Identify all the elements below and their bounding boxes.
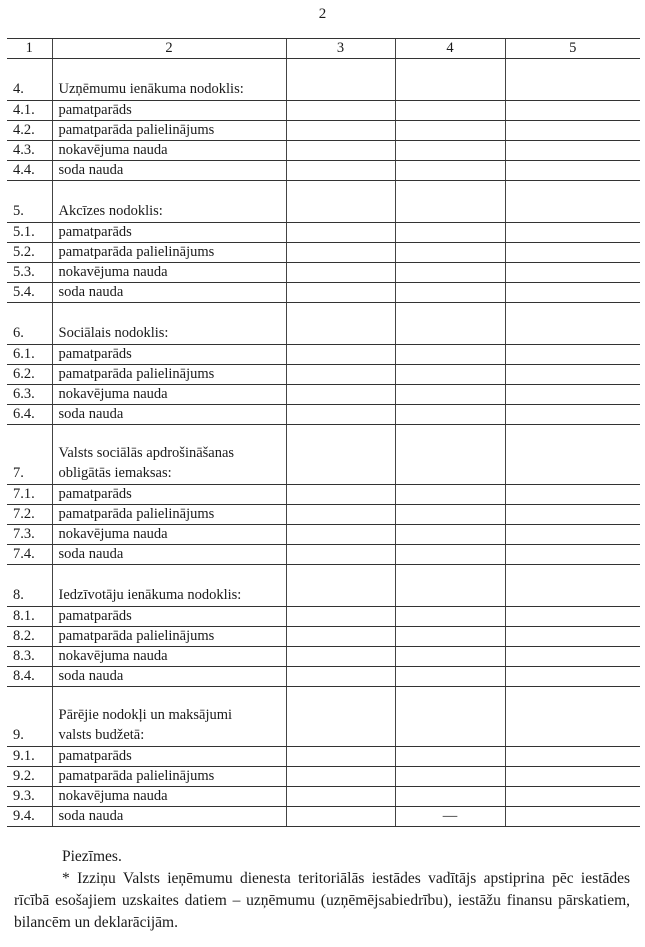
value-cell-col3 [286, 647, 395, 667]
value-cell-col5 [505, 161, 640, 181]
table-row [7, 667, 640, 687]
value-cell-col5 [505, 545, 640, 565]
section-title-line: Uzņēmumu ienākuma nodoklis: [58, 81, 244, 97]
value-cell-col5 [505, 345, 640, 365]
value-cell-col5 [505, 243, 640, 263]
value-cell-col4 [395, 59, 505, 101]
value-cell-col5 [505, 425, 640, 485]
value-cell-col3 [286, 787, 395, 807]
row-number: 7.3. [7, 525, 52, 545]
row-number: 9.1. [7, 747, 52, 767]
value-cell-col3 [286, 303, 395, 345]
value-cell-col4 [395, 181, 505, 223]
table-row [7, 243, 640, 263]
value-cell-col4 [395, 303, 505, 345]
section-row [7, 59, 640, 101]
section-title [52, 687, 286, 747]
table-row [7, 101, 640, 121]
table-row [7, 405, 640, 425]
value-cell-col4 [395, 385, 505, 405]
value-cell-col5 [505, 263, 640, 283]
table-row [7, 627, 640, 647]
row-number: 6.3. [7, 385, 52, 405]
row-label: soda nauda [52, 667, 286, 687]
value-cell-col5 [505, 283, 640, 303]
table-row [7, 263, 640, 283]
section-title-line: Sociālais nodoklis: [58, 325, 169, 341]
value-cell-col3 [286, 121, 395, 141]
value-cell-col4 [395, 607, 505, 627]
value-cell-col4 [395, 767, 505, 787]
value-cell-col5 [505, 485, 640, 505]
row-number: 9.4. [7, 807, 52, 827]
value-cell-col3 [286, 405, 395, 425]
row-label: soda nauda [52, 807, 286, 827]
section-number: 9. [7, 687, 52, 747]
value-cell-col4 [395, 807, 505, 827]
value-cell-col4 [395, 101, 505, 121]
row-label: pamatparāds [52, 101, 286, 121]
value-cell-col3 [286, 565, 395, 607]
row-label: pamatparāds [52, 223, 286, 243]
value-cell-col5 [505, 223, 640, 243]
value-cell-col3 [286, 545, 395, 565]
row-label: nokavējuma nauda [52, 141, 286, 161]
value-cell-col5 [505, 767, 640, 787]
table-row [7, 121, 640, 141]
row-label: soda nauda [52, 161, 286, 181]
value-cell-col3 [286, 687, 395, 747]
row-label: pamatparāda palielinājums [52, 505, 286, 525]
row-label: pamatparāda palielinājums [52, 365, 286, 385]
section-row [7, 303, 640, 345]
value-cell-col3 [286, 263, 395, 283]
row-number: 5.4. [7, 283, 52, 303]
section-title [52, 425, 286, 485]
row-number: 5.3. [7, 263, 52, 283]
value-cell-col4 [395, 365, 505, 385]
section-title [52, 565, 286, 607]
value-cell-col5 [505, 565, 640, 607]
value-cell-col3 [286, 385, 395, 405]
value-cell-col3 [286, 767, 395, 787]
value-cell-col5 [505, 59, 640, 101]
value-cell-col4 [395, 647, 505, 667]
table-row [7, 545, 640, 565]
value-cell-col4 [395, 525, 505, 545]
section-number: 6. [7, 303, 52, 345]
value-cell-col4 [395, 667, 505, 687]
value-cell-col5 [505, 627, 640, 647]
value-cell-col3 [286, 283, 395, 303]
row-number: 7.2. [7, 505, 52, 525]
row-number: 9.3. [7, 787, 52, 807]
section-title [52, 181, 286, 223]
section-title-line: Pārējie nodokļi un maksājumi [58, 707, 233, 723]
value-cell-col3 [286, 747, 395, 767]
row-number: 8.2. [7, 627, 52, 647]
value-cell-col5 [505, 121, 640, 141]
value-cell-col3 [286, 525, 395, 545]
row-number: 5.2. [7, 243, 52, 263]
value-cell-col3 [286, 59, 395, 101]
value-cell-col5 [505, 787, 640, 807]
row-number: 4.1. [7, 101, 52, 121]
table-row [7, 385, 640, 405]
value-cell-col4 [395, 565, 505, 607]
table-row [7, 505, 640, 525]
table-row [7, 345, 640, 365]
table-row [7, 787, 640, 807]
row-number: 8.1. [7, 607, 52, 627]
debt-table-body [7, 39, 640, 827]
value-cell-col3 [286, 161, 395, 181]
row-label: pamatparāds [52, 485, 286, 505]
column-number-header [7, 39, 640, 59]
row-label: nokavējuma nauda [52, 385, 286, 405]
notes-body: * Izziņu Valsts ieņēmumu dienesta teritoriālās iestādes vadītājs apstiprina pēc iestādes rīcībā esošajiem uzskaites datiem – uzņēmumu (uzņēmējsabiedrību), iestāžu finansu pārskatiem, bilancēm un deklarācijām. [14, 870, 630, 931]
row-number: 6.4. [7, 405, 52, 425]
table-row [7, 807, 640, 827]
value-cell-col3 [286, 807, 395, 827]
table-row [7, 767, 640, 787]
table-row [7, 365, 640, 385]
row-label: pamatparāds [52, 345, 286, 365]
section-title-line: Valsts sociālās apdrošināšanas [58, 445, 235, 461]
cell-value: — [442, 808, 458, 824]
section-title-line: Akcīzes nodoklis: [58, 203, 163, 219]
value-cell-col3 [286, 627, 395, 647]
value-cell-col4 [395, 425, 505, 485]
section-number: 8. [7, 565, 52, 607]
value-cell-col4 [395, 263, 505, 283]
value-cell-col5 [505, 505, 640, 525]
value-cell-col3 [286, 607, 395, 627]
value-cell-col5 [505, 101, 640, 121]
value-cell-col3 [286, 345, 395, 365]
notes [14, 846, 630, 934]
value-cell-col4 [395, 283, 505, 303]
value-cell-col3 [286, 181, 395, 223]
section-number: 5. [7, 181, 52, 223]
section-title [52, 303, 286, 345]
value-cell-col5 [505, 405, 640, 425]
page-number: 2 [318, 6, 327, 22]
table-row [7, 525, 640, 545]
value-cell-col3 [286, 243, 395, 263]
value-cell-col5 [505, 687, 640, 747]
row-number: 5.1. [7, 223, 52, 243]
section-row [7, 181, 640, 223]
value-cell-col5 [505, 385, 640, 405]
section-row [7, 565, 640, 607]
row-label: pamatparāda palielinājums [52, 767, 286, 787]
table-row [7, 161, 640, 181]
column-header-4: 4 [395, 39, 505, 59]
column-header-2: 2 [52, 39, 286, 59]
value-cell-col4 [395, 121, 505, 141]
row-number: 6.1. [7, 345, 52, 365]
row-number: 9.2. [7, 767, 52, 787]
value-cell-col3 [286, 223, 395, 243]
value-cell-col5 [505, 807, 640, 827]
section-title-line: valsts budžetā: [58, 727, 145, 743]
row-label: soda nauda [52, 283, 286, 303]
table-row [7, 647, 640, 667]
value-cell-col4 [395, 161, 505, 181]
row-number: 6.2. [7, 365, 52, 385]
value-cell-col3 [286, 365, 395, 385]
row-label: pamatparāda palielinājums [52, 121, 286, 141]
value-cell-col5 [505, 667, 640, 687]
row-label: soda nauda [52, 545, 286, 565]
value-cell-col4 [395, 141, 505, 161]
column-header-1: 1 [7, 39, 52, 59]
value-cell-col3 [286, 141, 395, 161]
table-row [7, 223, 640, 243]
table-row [7, 283, 640, 303]
row-number: 7.1. [7, 485, 52, 505]
value-cell-col4 [395, 223, 505, 243]
value-cell-col5 [505, 525, 640, 545]
value-cell-col4 [395, 627, 505, 647]
row-number: 8.4. [7, 667, 52, 687]
row-label: pamatparāda palielinājums [52, 243, 286, 263]
value-cell-col4 [395, 505, 505, 525]
value-cell-col4 [395, 545, 505, 565]
value-cell-col5 [505, 747, 640, 767]
row-number: 4.3. [7, 141, 52, 161]
row-number: 4.4. [7, 161, 52, 181]
section-title-line: obligātās iemaksas: [58, 465, 172, 481]
row-number: 8.3. [7, 647, 52, 667]
row-label: soda nauda [52, 405, 286, 425]
row-label: nokavējuma nauda [52, 647, 286, 667]
value-cell-col4 [395, 687, 505, 747]
notes-title: Piezīmes. [62, 848, 122, 865]
value-cell-col4 [395, 243, 505, 263]
value-cell-col4 [395, 787, 505, 807]
row-label: nokavējuma nauda [52, 263, 286, 283]
row-number: 4.2. [7, 121, 52, 141]
column-header-3: 3 [286, 39, 395, 59]
section-row [7, 425, 640, 485]
value-cell-col3 [286, 101, 395, 121]
row-label: nokavējuma nauda [52, 787, 286, 807]
value-cell-col4 [395, 345, 505, 365]
section-title-line: Iedzīvotāju ienākuma nodoklis: [58, 587, 242, 603]
section-row [7, 687, 640, 747]
section-number: 7. [7, 425, 52, 485]
value-cell-col5 [505, 647, 640, 667]
value-cell-col4 [395, 747, 505, 767]
table-row [7, 747, 640, 767]
value-cell-col3 [286, 485, 395, 505]
row-number: 7.4. [7, 545, 52, 565]
value-cell-col5 [505, 303, 640, 345]
row-label: pamatparāda palielinājums [52, 627, 286, 647]
table-row [7, 141, 640, 161]
table-row [7, 485, 640, 505]
table-row [7, 607, 640, 627]
value-cell-col3 [286, 505, 395, 525]
value-cell-col5 [505, 181, 640, 223]
section-number: 4. [7, 59, 52, 101]
row-label: nokavējuma nauda [52, 525, 286, 545]
value-cell-col4 [395, 485, 505, 505]
debt-table [7, 38, 640, 827]
row-label: pamatparāds [52, 747, 286, 767]
value-cell-col4 [395, 405, 505, 425]
section-title [52, 59, 286, 101]
value-cell-col3 [286, 425, 395, 485]
value-cell-col5 [505, 365, 640, 385]
row-label: pamatparāds [52, 607, 286, 627]
value-cell-col5 [505, 141, 640, 161]
value-cell-col5 [505, 607, 640, 627]
column-header-5: 5 [505, 39, 640, 59]
value-cell-col3 [286, 667, 395, 687]
